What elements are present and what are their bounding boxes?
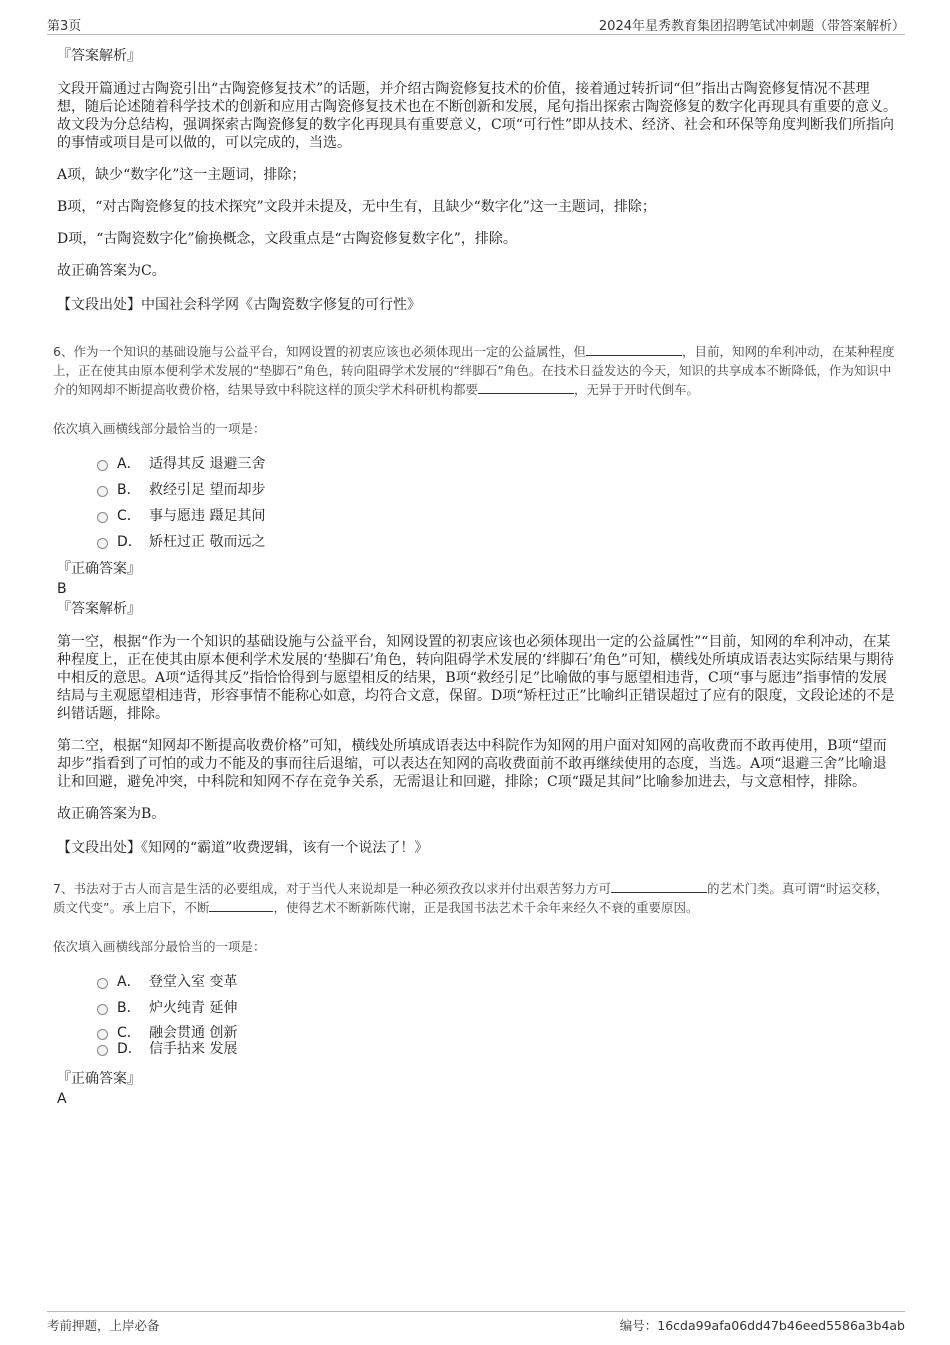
- correct-answer: B: [57, 581, 67, 597]
- analysis-paragraph: 文段开篇通过古陶瓷引出“古陶瓷修复技术”的话题，并介绍古陶瓷修复技术的价值，接着通过转折词“但”指出古陶瓷修复情况不甚理想，随后论述随着科学技术的创新和应用古陶瓷修复技术也在不断创新和发展，尾句指出探索古陶瓷修复的数字化再现具有重要的意义。故文段为分总结构，强调探索古陶瓷修复的数字化再现具有重要意义，C项“可行性”即从技术、经济、社会和环保等角度判断我们所指向的事情或项目是可以做的，可以完成的，当选。: [57, 81, 897, 151]
- fill-blank: [611, 880, 707, 893]
- option-text: 事与愿违 蹑足其间: [149, 508, 266, 524]
- fill-blank: [586, 343, 682, 356]
- page-content: [53, 46, 897, 1109]
- correct-answer-label: 『正确答案』: [57, 1071, 141, 1087]
- analysis-option-b: B项，“对古陶瓷修复的技术探究”文段并未提及，无中生有，且缺少“数字化”这一主题词，排除；: [57, 199, 656, 215]
- page-header: [47, 14, 905, 35]
- page-number: 第3页: [47, 19, 82, 34]
- options-list: [97, 969, 897, 1057]
- option-letter: C．: [117, 1025, 141, 1041]
- correct-answer: A: [57, 1091, 67, 1107]
- option-text: 矫枉过正 敬而远之: [149, 534, 266, 550]
- option-c[interactable]: [97, 503, 897, 529]
- option-letter: A．: [117, 456, 141, 472]
- option-c[interactable]: [97, 1025, 897, 1041]
- analysis-option-d: D项，“古陶瓷数字化”偷换概念，文段重点是“古陶瓷修复数字化”，排除。: [57, 231, 517, 247]
- page-footer: [47, 1311, 905, 1334]
- option-text: 信手拈来 发展: [149, 1041, 238, 1057]
- passage-source: 【文段出处】中国社会科学网《古陶瓷数字修复的可行性》: [57, 297, 421, 313]
- radio-icon[interactable]: [97, 512, 108, 523]
- analysis-option-a: A项，缺少“数字化”这一主题词，排除；: [57, 167, 306, 183]
- footer-slogan: 考前押题，上岸必备: [47, 1318, 160, 1333]
- option-d[interactable]: [97, 529, 897, 555]
- option-a[interactable]: [97, 969, 897, 995]
- analysis-paragraph: 第二空，根据“知网却不断提高收费价格”可知，横线处所填成语表达中科院作为知网的用户面对知网的高收费而不敢再使用，B项“望而却步”指看到了可怕的或力不能及的事而往后退缩，可以表达在知网的高收费面前不敢再继续使用的态度，当选。A项“退避三舍”比喻退让和回避，避免冲突，中科院和知网不存在竞争关系，无需退让和回避，排除；C项“蹑足其间”比喻参加进去，与文意相悖，排除。: [57, 738, 887, 790]
- radio-icon[interactable]: [97, 1029, 108, 1040]
- question-text: ，无异于开时代倒车。: [574, 382, 700, 397]
- options-list: [97, 451, 897, 555]
- option-text: 融会贯通 创新: [149, 1025, 238, 1041]
- fill-blank: [209, 899, 273, 912]
- correct-answer-label: 『正确答案』: [57, 561, 141, 577]
- option-text: 炉火纯青 延伸: [149, 1000, 238, 1016]
- document-id: 编号：16cda99afa06dd47b46eed5586a3b4ab: [619, 1318, 905, 1333]
- question-text: ，目前，知网的牟利冲动，在某种程度上，正在使其由原本便利学术发展的“垫脚石”角色，转向阻碍学术发展的“绊脚石”角色。在技术日益发达的今天，知识的共享成本不断降低，作为知识中介的知网却不断提高收费价格，结果导致中科院这样的顶尖学术科研机构都要: [53, 344, 895, 397]
- option-letter: D．: [117, 534, 142, 550]
- radio-icon[interactable]: [97, 538, 108, 549]
- answer-analysis-label: 『答案解析』: [57, 601, 141, 617]
- option-letter: B．: [117, 1000, 141, 1016]
- option-letter: C．: [117, 508, 141, 524]
- analysis-conclusion: 故正确答案为B。: [57, 806, 166, 822]
- option-letter: A．: [117, 974, 141, 990]
- radio-icon[interactable]: [97, 978, 108, 989]
- option-text: 登堂入室 变革: [149, 974, 238, 990]
- passage-source: 【文段出处】《知网的“霸道”收费逻辑，该有一个说法了！》: [57, 840, 429, 856]
- fill-blank: [478, 381, 574, 394]
- analysis-conclusion: 故正确答案为C。: [57, 263, 166, 279]
- option-b[interactable]: [97, 477, 897, 503]
- question-prompt: 依次填入画横线部分最恰当的一项是：: [53, 421, 266, 436]
- option-a[interactable]: [97, 451, 897, 477]
- question-text: 的艺术门类。真可谓“时运交移，质文代变”。承上启下，不断: [53, 881, 889, 915]
- question-7: [53, 879, 897, 917]
- question-6: [53, 342, 897, 399]
- option-text: 救经引足 望而却步: [149, 482, 266, 498]
- analysis-paragraph: 第一空，根据“作为一个知识的基础设施与公益平台，知网设置的初衷应该也必须体现出一定的公益属性”“目前，知网的牟利冲动，在某种程度上，正在使其由原本便利学术发展的‘垫脚石’角色，转向阻碍学术发展的‘绊脚石’角色”可知，横线处所填成语表达实际结果与期待中相反的意思。A项“适得其反”指恰恰得到与愿望相反的结果，B项“救经引足”比喻做的事与愿望相违背，C项“事与愿违”指事情的发展结局与主观愿望相违背，形容事情不能称心如意，均符合文意，保留。D项“矫枉过正”比喻纠正错误超过了应有的限度，文段论述的不是纠错话题，排除。: [57, 634, 895, 722]
- question-text: 7、书法对于古人而言是生活的必要组成，对于当代人来说却是一种必须孜孜以求并付出艰苦努力方可: [53, 881, 611, 896]
- question-text: ，使得艺术不断新陈代谢，正是我国书法艺术千余年来经久不衰的重要原因。: [273, 900, 699, 915]
- document-title: 2024年星秀教育集团招聘笔试冲刺题（带答案解析）: [598, 19, 905, 34]
- radio-icon[interactable]: [97, 1045, 108, 1056]
- option-letter: D．: [117, 1041, 142, 1057]
- radio-icon[interactable]: [97, 1004, 108, 1015]
- option-letter: B．: [117, 482, 141, 498]
- radio-icon[interactable]: [97, 460, 108, 471]
- option-d[interactable]: [97, 1041, 897, 1057]
- option-text: 适得其反 退避三舍: [149, 456, 266, 472]
- question-prompt: 依次填入画横线部分最恰当的一项是：: [53, 939, 266, 954]
- option-b[interactable]: [97, 995, 897, 1021]
- question-text: 6、作为一个知识的基础设施与公益平台，知网设置的初衷应该也必须体现出一定的公益属性，但: [53, 344, 586, 359]
- radio-icon[interactable]: [97, 486, 108, 497]
- answer-analysis-label: 『答案解析』: [57, 48, 141, 64]
